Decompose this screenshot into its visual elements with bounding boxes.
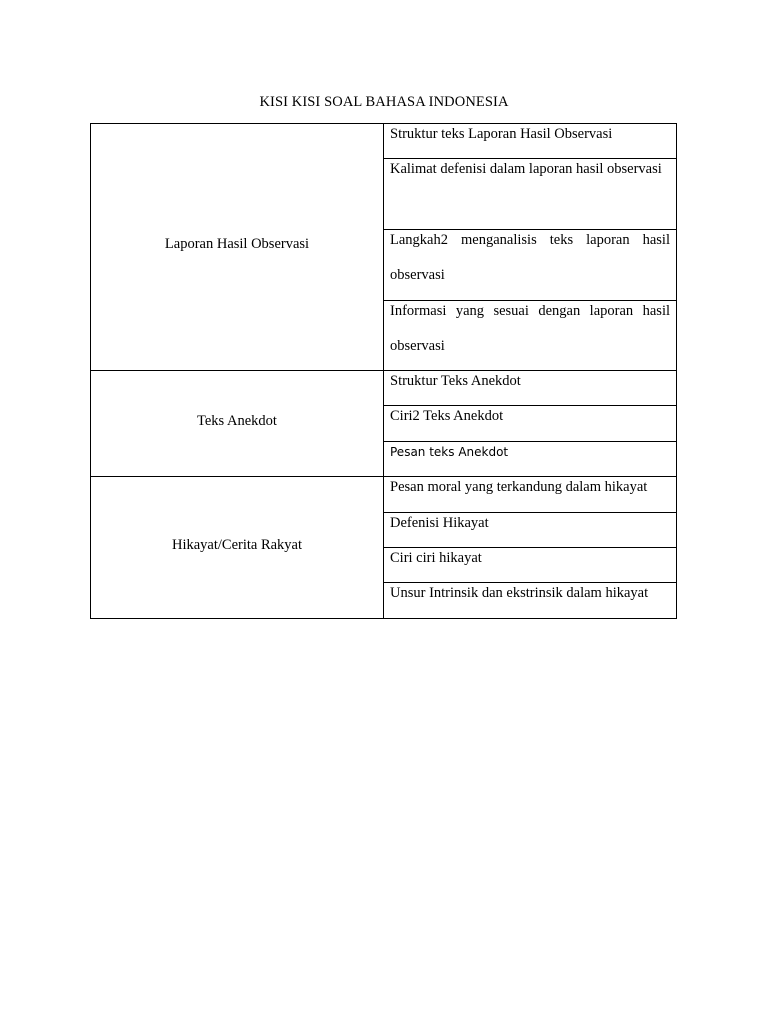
- item-text: Pesan moral yang terkandung dalam hikayat: [390, 479, 648, 495]
- item-text: Ciri2 Teks Anekdot: [390, 408, 504, 424]
- item-cell: [384, 230, 677, 301]
- item-text: Struktur Teks Anekdot: [390, 373, 521, 389]
- item-cell: [384, 159, 677, 230]
- topic-cell-laporan-hasil-observasi: [91, 124, 384, 371]
- topic-label: Hikayat/Cerita Rakyat: [171, 536, 303, 553]
- item-text: Unsur Intrinsik dan ekstrinsik dalam hikayat: [390, 585, 649, 601]
- item-text: Informasi yang sesuai dengan laporan hasil observasi: [390, 303, 670, 354]
- topic-label: Teks Anekdot: [197, 412, 277, 429]
- topic-label: Laporan Hasil Observasi: [164, 236, 310, 252]
- kisi-kisi-table: [90, 123, 677, 619]
- item-text: Kalimat defenisi dalam laporan hasil observasi: [390, 161, 662, 177]
- item-cell: [384, 301, 677, 371]
- topic-cell-hikayat-cerita-rakyat: [91, 477, 384, 619]
- page-title: KISI KISI SOAL BAHASA INDONESIA: [259, 94, 509, 110]
- item-text: Defenisi Hikayat: [390, 515, 489, 531]
- item-text: Struktur teks Laporan Hasil Observasi: [390, 126, 613, 142]
- item-text: Pesan teks Anekdot: [390, 445, 509, 459]
- item-text: Langkah2 menganalisis teks laporan hasil observasi: [390, 232, 670, 283]
- item-cell: [384, 583, 677, 619]
- item-text: Ciri ciri hikayat: [390, 550, 482, 566]
- topic-cell-teks-anekdot: [91, 371, 384, 477]
